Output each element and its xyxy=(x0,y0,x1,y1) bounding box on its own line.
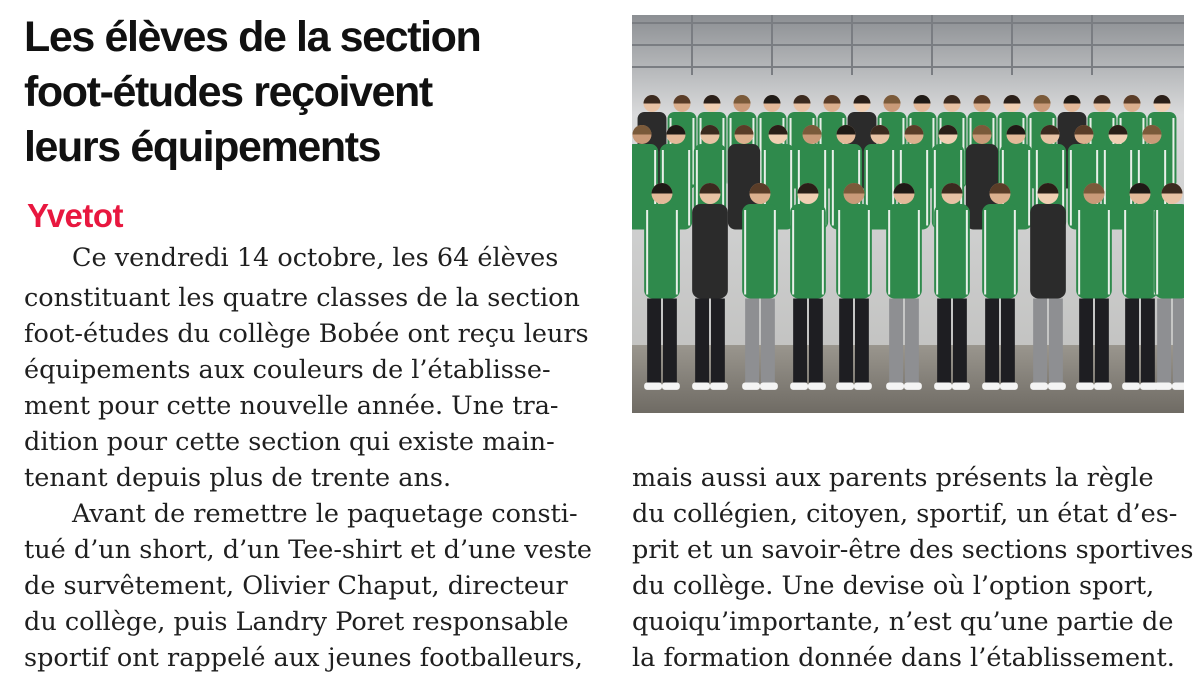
headline-line: foot-études reçoivent xyxy=(24,68,432,116)
body-line: prit et un savoir-être des sections sportives xyxy=(632,535,1194,565)
headline-line: leurs équipements xyxy=(24,123,381,171)
body-line: dition pour cette section qui existe main- xyxy=(24,427,555,457)
body-line: équipements aux couleurs de l’établisse- xyxy=(24,355,551,385)
student-figure xyxy=(1154,183,1184,390)
body-line: Avant de remettre le paquetage consti- xyxy=(72,499,578,529)
team-photo xyxy=(632,15,1184,413)
body-line: tué d’un short, d’un Tee-shirt et d’une veste xyxy=(24,535,593,565)
headline xyxy=(24,10,604,175)
body-line: de survêtement, Olivier Chaput, directeur xyxy=(24,571,568,601)
body-line: tenant depuis plus de trente ans. xyxy=(24,463,452,493)
headline-line: Les élèves de la section xyxy=(24,13,481,61)
body-line: du collège, puis Landry Poret responsable xyxy=(24,607,569,637)
body-line: mais aussi aux parents présents la règle xyxy=(632,463,1154,493)
body-line: du collège. Une devise où l’option sport, xyxy=(632,571,1155,601)
body-line: du collégien, citoyen, sportif, un état d’es- xyxy=(632,499,1178,529)
body-line: foot-études du collège Bobée ont reçu leurs xyxy=(24,319,589,349)
ceiling-grid xyxy=(632,15,1184,75)
body-line: constituant les quatre classes de la section xyxy=(24,283,580,313)
body-line: quoiqu’importante, n’est qu’une partie de xyxy=(632,607,1174,637)
body-line: ment pour cette nouvelle année. Une tra- xyxy=(24,391,559,421)
body-line: sportif ont rappelé aux jeunes footballeurs, xyxy=(24,643,583,673)
body-line: la formation donnée dans l’établissement. xyxy=(632,643,1175,673)
team-photo-illustration xyxy=(632,15,1184,413)
body-line: Ce vendredi 14 octobre, les 64 élèves xyxy=(72,243,559,273)
location-label: Yvetot xyxy=(27,197,124,234)
